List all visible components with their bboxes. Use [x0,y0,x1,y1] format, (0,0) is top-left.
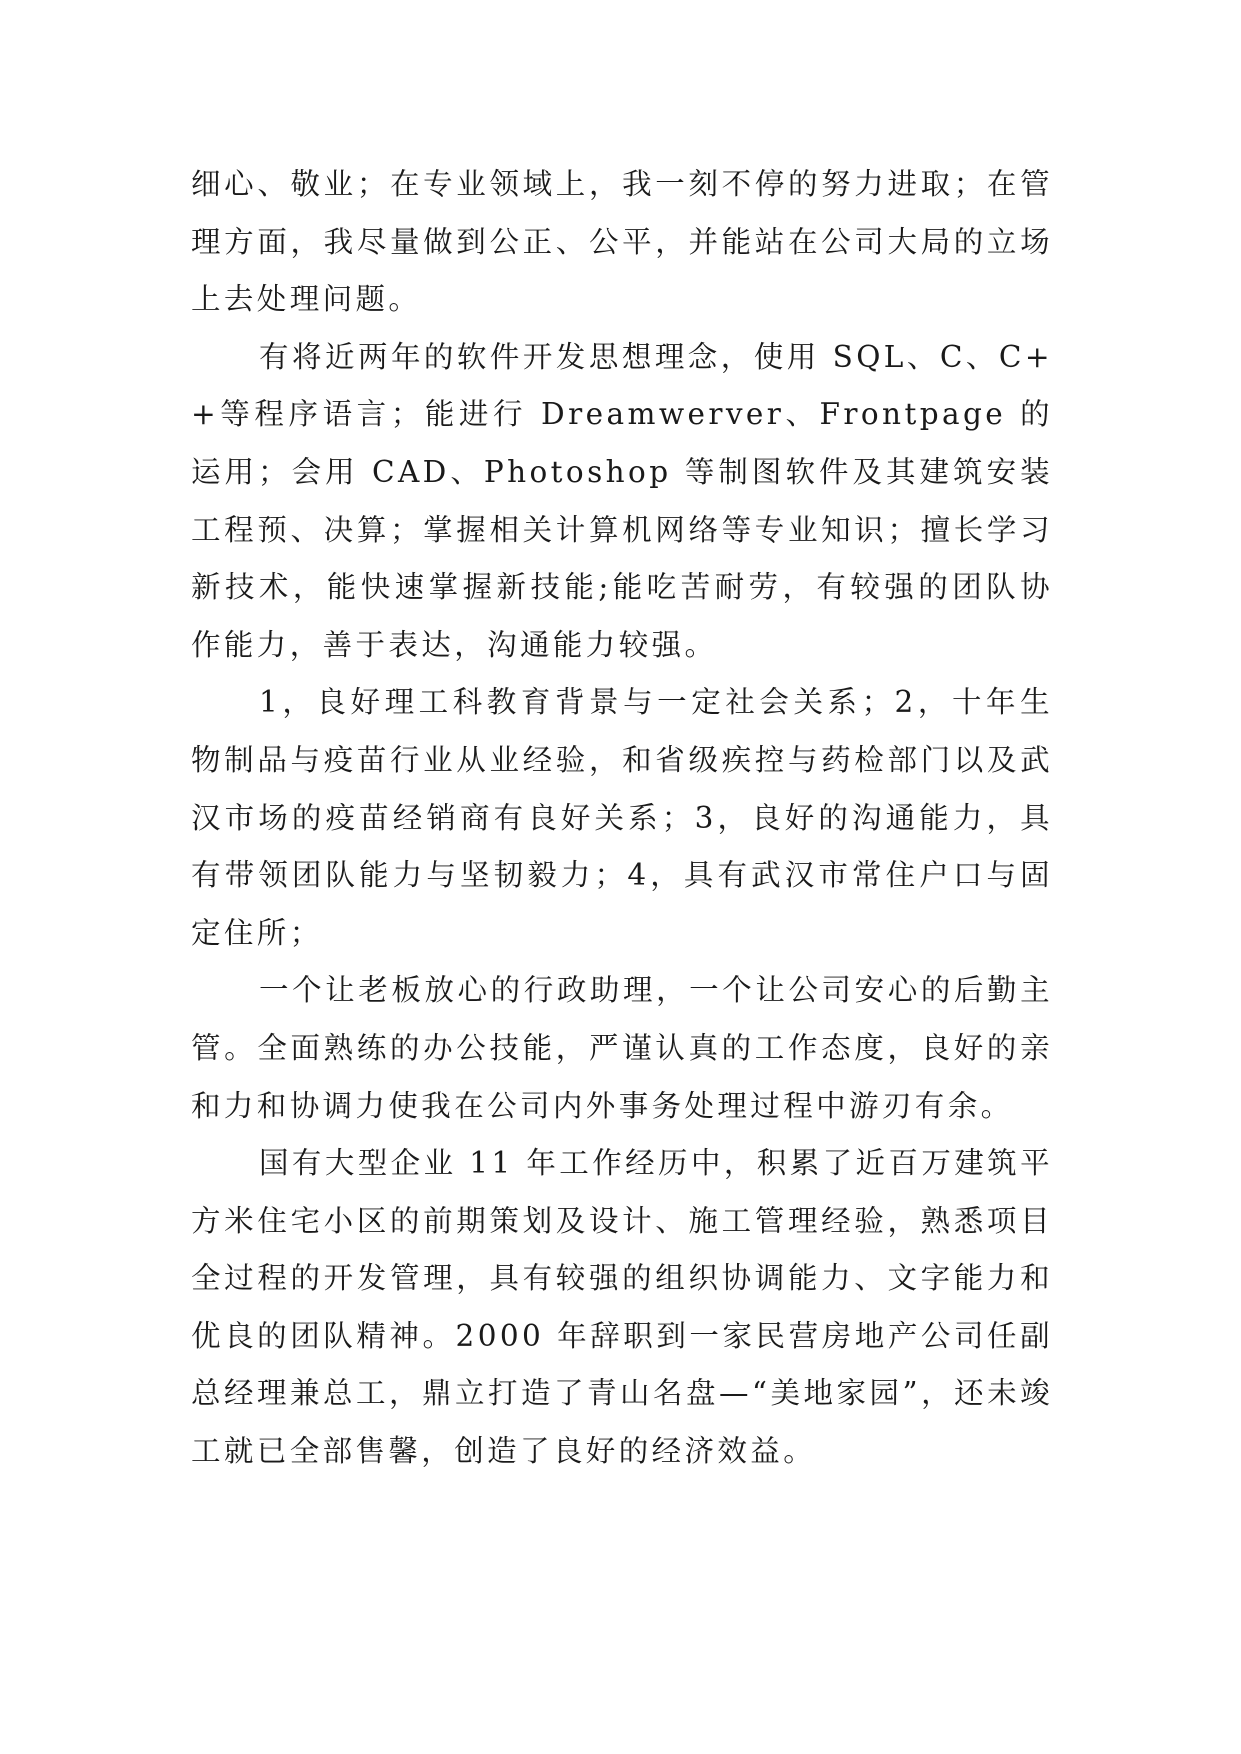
paragraph-3: 1，良好理工科教育背景与一定社会关系；2，十年生物制品与疫苗行业从业经验，和省级疾控与药检部门以及武汉市场的疫苗经销商有良好关系；3，良好的沟通能力，具有带领团队能力与坚韧毅力；4，具有武汉市常住户口与固定住所； [191,685,1053,950]
paragraph-5: 国有大型企业 11 年工作经历中，积累了近百万建筑平方米住宅小区的前期策划及设计、施工管理经验，熟悉项目全过程的开发管理，具有较强的组织协调能力、文字能力和优良的团队精神。2000 年辞职到一家民营房地产公司任副总经理兼总工，鼎立打造了青山名盘—“美地家园”，还未竣工就已全部售馨，创造了良好的经济效益。 [191,1146,1053,1469]
paragraph-4: 一个让老板放心的行政助理，一个让公司安心的后勤主管。全面熟练的办公技能，严谨认真的工作态度，良好的亲和力和协调力使我在公司内外事务处理过程中游刃有余。 [191,973,1053,1123]
paragraph-2: 有将近两年的软件开发思想理念，使用 SQL、C、C++等程序语言；能进行 Dreamwerver、Frontpage 的运用；会用 CAD、Photoshop 等制图软件及其建筑安装工程预、决算；掌握相关计算机网络等专业知识；擅长学习新技术，能快速掌握新技能;能吃苦耐劳，有较强的团队协作能力，善于表达，沟通能力较强。 [191,339,1053,662]
document-body [191,156,1053,1481]
paragraph-1: 细心、敬业；在专业领域上，我一刻不停的努力进取；在管理方面，我尽量做到公正、公平，并能站在公司大局的立场上去处理问题。 [191,167,1053,317]
